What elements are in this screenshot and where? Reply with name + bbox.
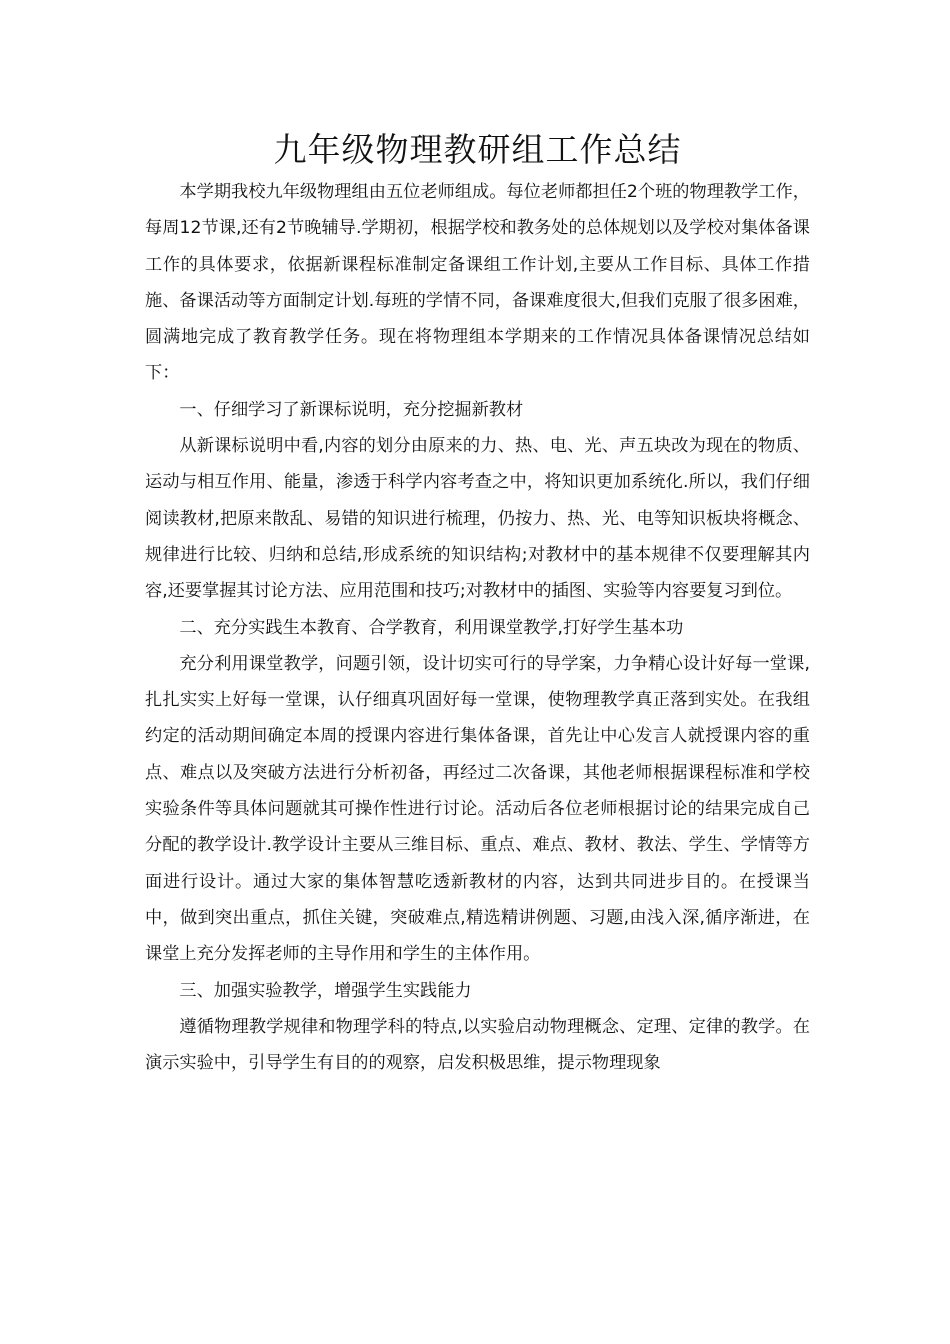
section-3-heading: 三、加强实验教学，增强学生实践能力 — [179, 980, 472, 1001]
document-body — [145, 128, 810, 1081]
section-1-heading: 一、仔细学习了新课标说明，充分挖掘新教材 — [179, 399, 524, 420]
section-3-paragraph: 遵循物理教学规律和物理学科的特点,以实验启动物理概念、定理、定律的教学。在演示实验中，引导学生有目的的观察，启发积极思维，提示物理现象 — [145, 1016, 810, 1074]
section-2-paragraph: 充分利用课堂教学，问题引领，设计切实可行的导学案，力争精心设计好每一堂课,扎扎实实上好每一堂课，认仔细真巩固好每一堂课，使物理教学真正落到实处。在我组约定的活动期间确定本周的授课内容进行集体备课，首先让中心发言人就授课内容的重点、难点以及突破方法进行分析初备，再经过二次备课，其他老师根据课程标准和学校实验条件等具体问题就其可操作性进行讨论。活动后各位老师根据讨论的结果完成自己分配的教学设计.教学设计主要从三维目标、重点、难点、教材、教法、学生、学情等方面进行设计。通过大家的集体智慧吃透新教材的内容，达到共同进步目的。在授课当中，做到突出重点，抓住关键，突破难点,精选精讲例题、习题,由浅入深,循序渐进，在课堂上充分发挥老师的主导作用和学生的主体作用。 — [145, 653, 810, 965]
intro-paragraph: 本学期我校九年级物理组由五位老师组成。每位老师都担任2个班的物理教学工作，每周12节课,还有2节晚辅导.学期初，根据学校和教务处的总体规划以及学校对集体备课工作的具体要求，依据新课程标准制定备课组工作计划,主要从工作目标、具体工作措施、备课活动等方面制定计划.每班的学情不同，备课难度很大,但我们克服了很多困难，圆满地完成了教育教学任务。现在将物理组本学期来的工作情况具体备课情况总结如下： — [145, 182, 810, 384]
section-2-heading: 二、充分实践生本教育、合学教育，利用课堂教学,打好学生基本功 — [179, 617, 684, 638]
section-1-paragraph: 从新课标说明中看,内容的划分由原来的力、热、电、光、声五块改为现在的物质、运动与相互作用、能量，渗透于科学内容考查之中，将知识更加系统化.所以，我们仔细阅读教材,把原来散乱、易错的知识进行梳理，仍按力、热、光、电等知识板块将概念、规律进行比较、归纳和总结,形成系统的知识结构;对教材中的基本规律不仅要理解其内容,还要掌握其讨论方法、应用范围和技巧;对教材中的插图、实验等内容要复习到位。 — [145, 436, 810, 602]
document-title: 九年级物理教研组工作总结 — [273, 130, 682, 169]
